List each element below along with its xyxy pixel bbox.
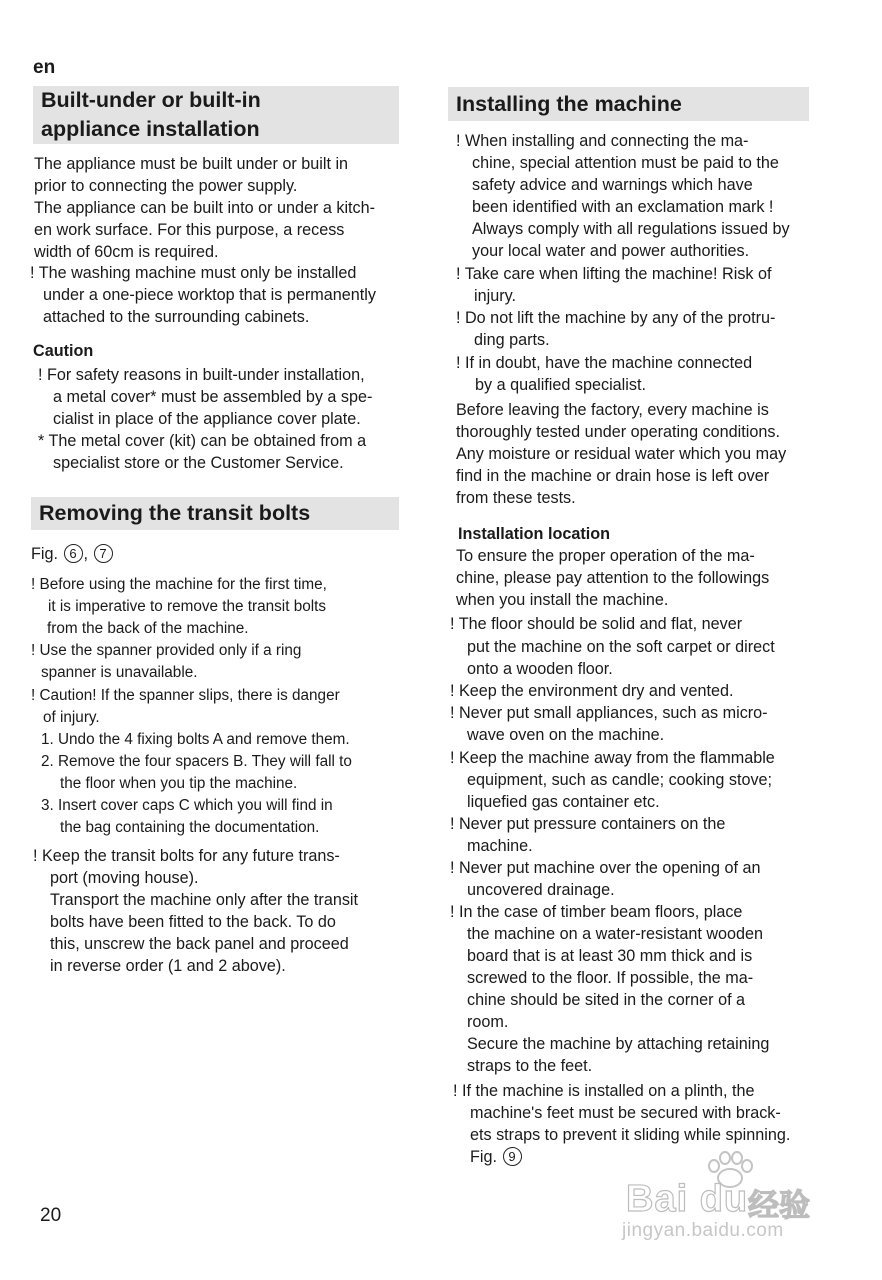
fig-number-9: 9: [503, 1147, 522, 1166]
text-line: ! In the case of timber beam floors, place: [450, 903, 743, 921]
text-line: ! The washing machine must only be installed: [30, 264, 357, 282]
text-line: The appliance can be built into or under a kitch-: [34, 199, 376, 217]
fig-prefix: Fig.: [31, 545, 58, 563]
text-line: chine, please pay attention to the followings: [456, 569, 770, 587]
text-line: prior to connecting the power supply.: [34, 177, 298, 195]
text-line: under a one-piece worktop that is permanently: [43, 286, 376, 304]
text-line: find in the machine or drain hose is left over: [456, 467, 770, 485]
text-line: ! Caution! If the spanner slips, there is danger: [31, 687, 340, 704]
text-line: en work surface. For this purpose, a recess: [34, 221, 345, 239]
text-line: ets straps to prevent it sliding while spinning.: [470, 1126, 791, 1144]
text-line: in reverse order (1 and 2 above).: [50, 957, 286, 975]
text-line: spanner is unavailable.: [41, 664, 198, 681]
text-line: of injury.: [43, 709, 100, 726]
watermark-brand: Bai du: [626, 1178, 749, 1220]
text-line: liquefied gas container etc.: [467, 793, 660, 811]
text-line: ! Before using the machine for the first time,: [31, 576, 327, 593]
text-line: 3. Insert cover caps C which you will find in: [41, 797, 333, 814]
text-line: Secure the machine by attaching retaining: [467, 1035, 770, 1053]
text-line: ! Keep the machine away from the flammable: [450, 749, 775, 767]
text-line: ! Take care when lifting the machine! Risk of: [456, 265, 772, 283]
text-line: equipment, such as candle; cooking stove;: [467, 771, 773, 789]
text-line: attached to the surrounding cabinets.: [43, 308, 310, 326]
text-line: port (moving house).: [50, 869, 199, 887]
text-line: Always comply with all regulations issued by: [472, 220, 790, 238]
text-line: Any moisture or residual water which you may: [456, 445, 787, 463]
text-line: thoroughly tested under operating conditions.: [456, 423, 780, 441]
text-line: the bag containing the documentation.: [60, 819, 320, 836]
fig-prefix: Fig.: [470, 1148, 497, 1166]
fig-separator: ,: [83, 545, 88, 563]
text-line: this, unscrew the back panel and proceed: [50, 935, 349, 953]
text-line: chine should be sited in the corner of a: [467, 991, 746, 1009]
text-line: chine, special attention must be paid to the: [472, 154, 779, 172]
text-line: ! Use the spanner provided only if a ring: [31, 642, 302, 659]
page-number: 20: [40, 1205, 62, 1226]
text-line: ! Keep the environment dry and vented.: [450, 682, 734, 700]
text-line: 2. Remove the four spacers B. They will fall to: [41, 753, 352, 770]
text-line: width of 60cm is required.: [34, 243, 219, 261]
text-line: been identified with an exclamation mark !: [472, 198, 774, 216]
baidu-watermark: [622, 1150, 837, 1250]
text-line: when you install the machine.: [456, 591, 669, 609]
fig-reference: [470, 1146, 523, 1168]
fig-number-7: 7: [94, 544, 113, 563]
text-line: ding parts.: [474, 331, 550, 349]
text-line: ! If the machine is installed on a plinth, the: [453, 1082, 755, 1100]
text-line: ! Keep the transit bolts for any future trans-: [33, 847, 340, 865]
text-line: * The metal cover (kit) can be obtained from a: [38, 432, 367, 450]
text-line: it is imperative to remove the transit bolts: [48, 598, 327, 615]
fig-reference: [31, 543, 114, 565]
text-line: room.: [467, 1013, 509, 1031]
text-line: specialist store or the Customer Service.: [53, 454, 344, 472]
caution-title: Caution: [33, 342, 94, 360]
builtin-heading-line-1: Built-under or built-in: [41, 88, 261, 112]
text-line: 1. Undo the 4 fixing bolts A and remove them.: [41, 731, 350, 748]
text-line: from these tests.: [456, 489, 576, 507]
text-line: ! If in doubt, have the machine connected: [456, 354, 753, 372]
text-line: safety advice and warnings which have: [472, 176, 753, 194]
text-line: ! Never put machine over the opening of an: [450, 859, 761, 877]
watermark-url: jingyan.baidu.com: [622, 1220, 784, 1241]
text-line: ! The floor should be solid and flat, never: [450, 615, 743, 633]
installing-heading: Installing the machine: [448, 87, 809, 121]
text-line: ! For safety reasons in built-under installation,: [38, 366, 365, 384]
language-label: en: [33, 57, 56, 78]
text-line: straps to the feet.: [467, 1057, 593, 1075]
text-line: injury.: [474, 287, 516, 305]
text-line: onto a wooden floor.: [467, 660, 613, 678]
text-line: screwed to the floor. If possible, the ma-: [467, 969, 754, 987]
text-line: board that is at least 30 mm thick and is: [467, 947, 753, 965]
text-line: ! Never put pressure containers on the: [450, 815, 726, 833]
text-line: a metal cover* must be assembled by a spe-: [53, 388, 373, 406]
builtin-heading: [33, 86, 399, 144]
text-line: To ensure the proper operation of the ma-: [456, 547, 755, 565]
text-line: wave oven on the machine.: [467, 726, 665, 744]
transit-heading: Removing the transit bolts: [31, 497, 399, 530]
watermark-cn: 经验: [748, 1188, 810, 1223]
text-line: Before leaving the factory, every machine is: [456, 401, 769, 419]
text-line: by a qualified specialist.: [475, 376, 646, 394]
builtin-heading-line-2: appliance installation: [41, 117, 260, 141]
installation-location-title: Installation location: [458, 525, 610, 543]
text-line: the floor when you tip the machine.: [60, 775, 298, 792]
text-line: cialist in place of the appliance cover plate.: [53, 410, 361, 428]
text-line: uncovered drainage.: [467, 881, 615, 899]
text-line: ! Never put small appliances, such as micro-: [450, 704, 768, 722]
text-line: bolts have been fitted to the back. To do: [50, 913, 336, 931]
text-line: ! Do not lift the machine by any of the protru-: [456, 309, 776, 327]
text-line: machine's feet must be secured with brack-: [470, 1104, 781, 1122]
text-line: Transport the machine only after the transit: [50, 891, 359, 909]
text-line: the machine on a water-resistant wooden: [467, 925, 764, 943]
text-line: The appliance must be built under or built in: [34, 155, 349, 173]
text-line: from the back of the machine.: [47, 620, 249, 637]
fig-number-6: 6: [64, 544, 83, 563]
text-line: ! When installing and connecting the ma-: [456, 132, 749, 150]
text-line: put the machine on the soft carpet or direct: [467, 638, 775, 656]
text-line: your local water and power authorities.: [472, 242, 750, 260]
text-line: machine.: [467, 837, 533, 855]
